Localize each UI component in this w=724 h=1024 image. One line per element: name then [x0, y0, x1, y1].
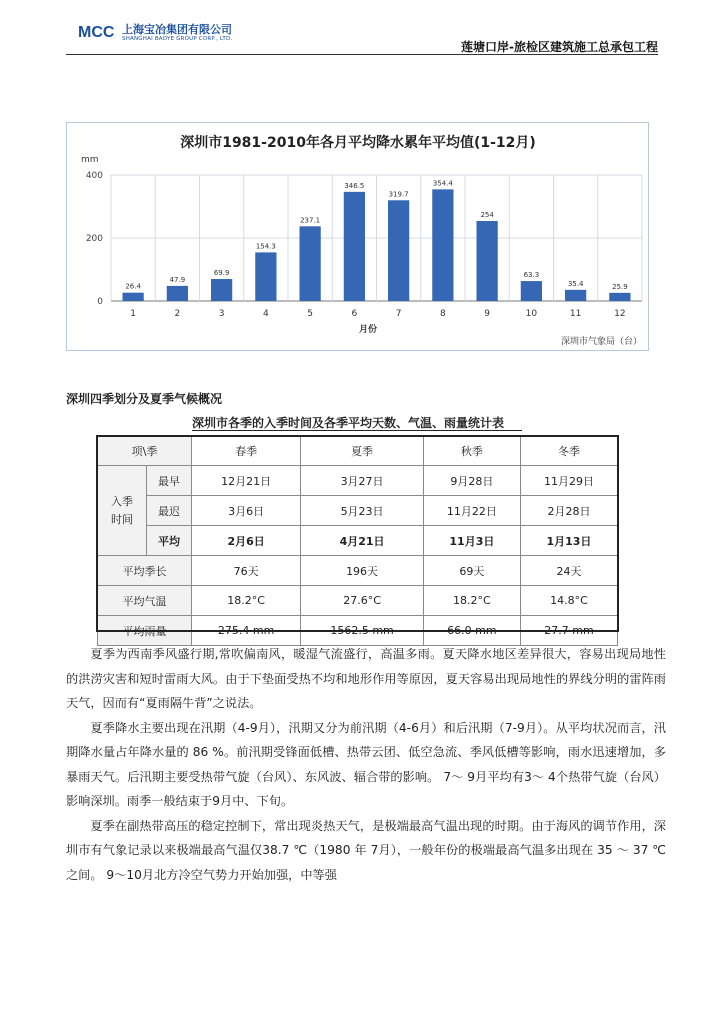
table-cell: 76天	[192, 556, 301, 586]
chart-y-tick-label: 0	[97, 297, 103, 307]
chart-x-tick-label: 9	[484, 309, 490, 319]
chart-value-label: 237.1	[300, 216, 321, 225]
logo-abbr: MCC	[78, 24, 115, 41]
table-cell: 11月29日	[520, 466, 617, 496]
season-statistics-table	[97, 436, 618, 646]
table-cell: 2月6日	[192, 526, 301, 556]
chart-value-label: 154.3	[255, 242, 276, 251]
table-cell: 1562.5 mm	[301, 616, 424, 646]
season-header: 秋季	[423, 437, 520, 466]
chart-value-label: 63.3	[523, 271, 540, 280]
table-cell: 27.7 mm	[520, 616, 617, 646]
table-cell: 18.2°C	[423, 586, 520, 616]
chart-x-tick-label: 8	[440, 309, 446, 319]
chart-bar	[565, 290, 586, 301]
season-header: 春季	[192, 437, 301, 466]
table-cell: 66.0 mm	[423, 616, 520, 646]
paragraph: 夏季降水主要出现在汛期（4-9月），汛期又分为前汛期（4-6月）和后汛期（7-9月）。从平均状况而言，汛期降水量占年降水量的 86 %。前汛期受锋面低槽、热带云团、低空急流、季风低槽等影响，雨水迅速增加，多暴雨天气。后汛期主要受热带气旋（台风）、东风波、辐合带的影响。 7～ 9月平均有3～ 4个热带气旋（台风）影响深圳。雨季一般结束于9月中、下旬。	[66, 720, 666, 808]
table-cell: 24天	[520, 556, 617, 586]
chart-y-tick-label: 200	[85, 234, 103, 244]
chart-value-label: 26.4	[125, 282, 141, 291]
chart-x-tick-label: 12	[614, 309, 626, 319]
table-cell: 12月21日	[192, 466, 301, 496]
row-label: 平均季长	[98, 556, 192, 586]
table-cell: 4月21日	[301, 526, 424, 556]
chart-value-label: 354.4	[432, 179, 453, 188]
chart-value-label: 254	[480, 210, 494, 219]
entry-time-label: 入季时间	[98, 466, 147, 556]
table-row	[98, 586, 618, 616]
chart-x-tick-label: 1	[130, 309, 136, 319]
chart-x-axis-label: 月份	[358, 325, 378, 335]
chart-bar	[255, 252, 276, 301]
chart-y-tick-label: 400	[85, 171, 103, 181]
table-cell: 14.8°C	[520, 586, 617, 616]
chart-x-tick-label: 11	[569, 309, 582, 319]
chart-x-tick-label: 2	[174, 309, 181, 319]
chart-bar	[344, 192, 365, 301]
table-cell: 1月13日	[520, 526, 617, 556]
chart-value-label: 346.5	[344, 181, 365, 190]
header-divider	[66, 54, 658, 55]
table-cell: 27.6°C	[301, 586, 424, 616]
table-header-row	[98, 437, 618, 466]
chart-x-tick-label: 4	[263, 309, 269, 319]
body-text	[66, 642, 666, 887]
chart-x-tick-label: 3	[218, 309, 225, 319]
table-cell: 11月3日	[423, 526, 520, 556]
row-label: 平均	[147, 526, 192, 556]
chart-x-tick-label: 7	[395, 309, 402, 319]
chart-bar	[521, 281, 542, 301]
table-cell: 69天	[423, 556, 520, 586]
chart-x-tick-label: 5	[307, 309, 313, 319]
chart-value-label: 35.4	[567, 279, 584, 288]
row-label: 平均气温	[98, 586, 192, 616]
table-cell: 3月6日	[192, 496, 301, 526]
table-row	[98, 496, 618, 526]
row-label: 最迟	[147, 496, 192, 526]
chart-bar	[167, 286, 188, 301]
company-name-cn: 上海宝冶集团有限公司	[122, 23, 232, 36]
row-label: 平均雨量	[98, 616, 192, 646]
table-cell: 3月27日	[301, 466, 424, 496]
chart-bar	[432, 189, 453, 301]
paragraph: 夏季为西南季风盛行期,常吹偏南风，暖湿气流盛行，高温多雨。夏天降水地区差异很大，容易出现局地性的洪涝灾害和短时雷雨大风。由于下垫面受热不均和地形作用等原因，夏天容易出现局地性的界线分明的雷阵雨天气，因而有“夏雨隔牛背”之说法。	[66, 647, 666, 710]
chart-title: 深圳市1981-2010年各月平均降水累年平均值(1-12月)	[180, 135, 536, 151]
chart-bar	[477, 221, 498, 301]
season-header: 夏季	[301, 437, 424, 466]
table-cell: 2月28日	[520, 496, 617, 526]
table-cell: 196天	[301, 556, 424, 586]
chart-source: 深圳市气象局（台）	[560, 337, 642, 347]
page-header	[0, 0, 724, 60]
table-cell: 18.2°C	[192, 586, 301, 616]
chart-bar	[211, 279, 232, 301]
table-cell: 11月22日	[423, 496, 520, 526]
chart-bar	[609, 293, 630, 301]
chart-bar	[388, 200, 409, 301]
table-title: 深圳市各季的入季时间及各季平均天数、气温、雨量统计表	[192, 416, 505, 430]
table-cell: 9月28日	[423, 466, 520, 496]
row-label: 最早	[147, 466, 192, 496]
chart-bar	[123, 293, 144, 301]
chart-x-tick-label: 10	[525, 309, 538, 319]
table-row	[98, 466, 618, 496]
table-row	[98, 556, 618, 586]
chart-value-label: 47.9	[169, 275, 186, 284]
table-corner-cell: 项\季	[98, 437, 192, 466]
chart-y-axis-label: mm	[81, 155, 99, 165]
table-cell: 275.4 mm	[192, 616, 301, 646]
precipitation-chart	[66, 122, 649, 351]
mcc-logo-icon	[78, 20, 120, 42]
chart-value-label: 25.9	[612, 282, 628, 291]
project-title: 莲塘口岸-旅检区建筑施工总承包工程	[461, 40, 658, 54]
table-row	[98, 526, 618, 556]
chart-value-label: 69.9	[213, 268, 230, 277]
company-name-en: SHANGHAI BAOYE GROUP CORP., LTD.	[122, 36, 233, 42]
chart-value-label: 319.7	[388, 190, 409, 199]
table-row	[98, 616, 618, 646]
chart-x-tick-label: 6	[351, 309, 358, 319]
table-title-underline	[192, 430, 522, 431]
season-header: 冬季	[520, 437, 617, 466]
table-cell: 5月23日	[301, 496, 424, 526]
section-title: 深圳四季划分及夏季气候概况	[66, 392, 223, 406]
chart-canvas	[67, 123, 650, 352]
paragraph: 夏季在副热带高压的稳定控制下，常出现炎热天气，是极端最高气温出现的时期。由于海风的调节作用，深圳市有气象记录以来极端最高气温仅38.7 ℃（1980 年 7月），一般年份的极端最高气温多出现在 35 ～ 37 ℃之间。 9～10月北方冷空气势力开始加强，中等强	[66, 818, 666, 882]
chart-bar	[300, 226, 321, 301]
